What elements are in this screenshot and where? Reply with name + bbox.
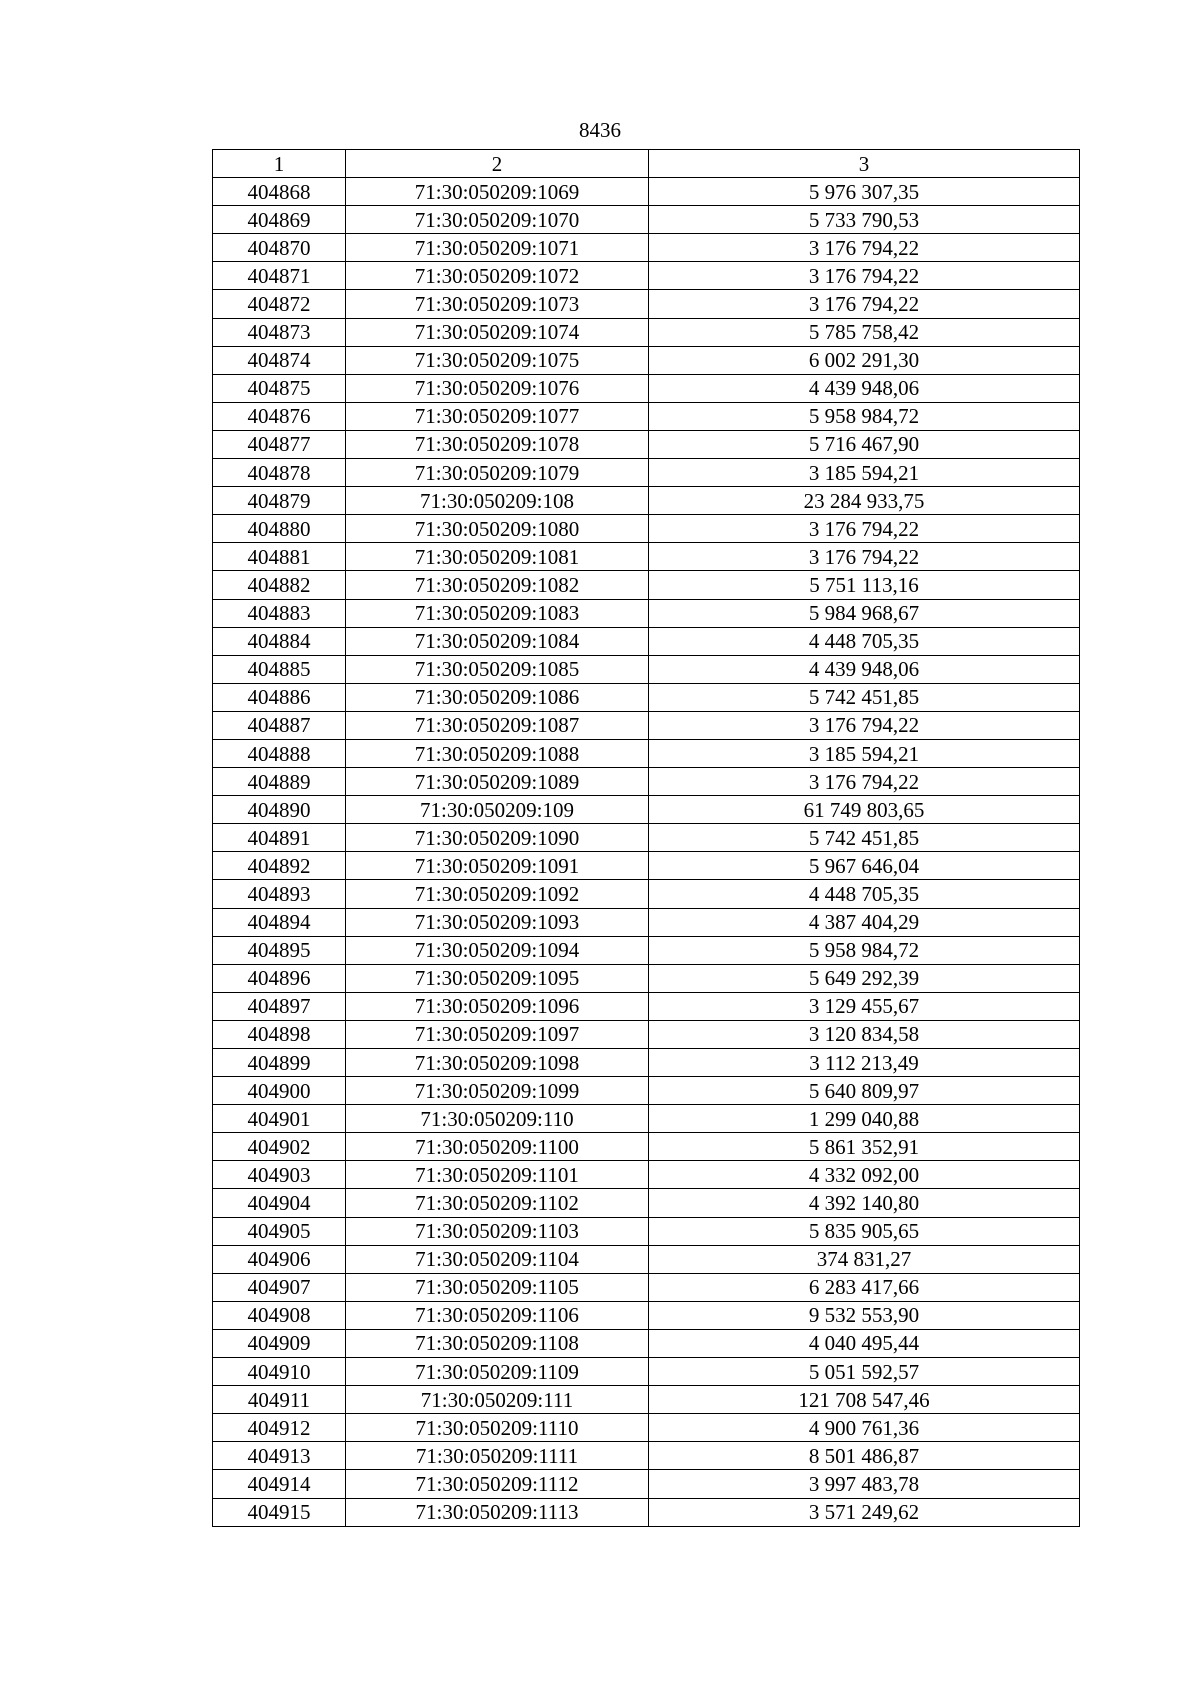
cadastral-number-cell: 71:30:050209:1100 [346,1133,649,1161]
cadastral-number-cell: 71:30:050209:1103 [346,1217,649,1245]
row-number-cell: 404899 [213,1049,346,1077]
table-row [213,290,1080,318]
cadastral-number-cell: 71:30:050209:1097 [346,1020,649,1048]
cadastral-number-cell: 71:30:050209:1083 [346,599,649,627]
row-number-cell: 404885 [213,655,346,683]
cadastral-number-cell: 71:30:050209:1084 [346,627,649,655]
cadastral-number-cell: 71:30:050209:1112 [346,1470,649,1498]
table-row [213,936,1080,964]
row-number-cell: 404891 [213,824,346,852]
row-number-cell: 404894 [213,908,346,936]
cadastral-number-cell: 71:30:050209:110 [346,1105,649,1133]
cadastral-number-cell: 71:30:050209:1069 [346,178,649,206]
row-number-cell: 404910 [213,1358,346,1386]
table-row [213,824,1080,852]
row-number-cell: 404883 [213,599,346,627]
value-cell: 6 002 291,30 [649,346,1080,374]
value-cell: 5 649 292,39 [649,964,1080,992]
cadastral-number-cell: 71:30:050209:1085 [346,655,649,683]
table-body [213,178,1080,1527]
table-row [213,599,1080,627]
table-row [213,1386,1080,1414]
cadastral-number-cell: 71:30:050209:1095 [346,964,649,992]
row-number-cell: 404914 [213,1470,346,1498]
table-row [213,1161,1080,1189]
table-row [213,1105,1080,1133]
row-number-cell: 404896 [213,964,346,992]
value-cell: 5 958 984,72 [649,936,1080,964]
value-cell: 5 716 467,90 [649,430,1080,458]
table-row [213,402,1080,430]
value-cell: 4 900 761,36 [649,1414,1080,1442]
value-cell: 5 861 352,91 [649,1133,1080,1161]
table-row [213,880,1080,908]
table-row [213,1189,1080,1217]
value-cell: 3 176 794,22 [649,290,1080,318]
table-row [213,655,1080,683]
cadastral-number-cell: 71:30:050209:1090 [346,824,649,852]
row-number-cell: 404912 [213,1414,346,1442]
column-header-2: 2 [346,150,649,178]
cadastral-number-cell: 71:30:050209:1079 [346,459,649,487]
cadastral-number-cell: 71:30:050209:1096 [346,992,649,1020]
cadastral-number-cell: 71:30:050209:1098 [346,1049,649,1077]
table-row [213,627,1080,655]
header-row [213,150,1080,178]
value-cell: 5 640 809,97 [649,1077,1080,1105]
cadastral-number-cell: 71:30:050209:1093 [346,908,649,936]
row-number-cell: 404911 [213,1386,346,1414]
cadastral-number-cell: 71:30:050209:1081 [346,543,649,571]
cadastral-number-cell: 71:30:050209:1102 [346,1189,649,1217]
table-row [213,459,1080,487]
value-cell: 3 997 483,78 [649,1470,1080,1498]
table-row [213,1273,1080,1301]
column-header-1: 1 [213,150,346,178]
cadastral-number-cell: 71:30:050209:1072 [346,262,649,290]
row-number-cell: 404879 [213,487,346,515]
cadastral-number-cell: 71:30:050209:1078 [346,430,649,458]
cadastral-number-cell: 71:30:050209:1108 [346,1329,649,1357]
cadastral-number-cell: 71:30:050209:1087 [346,711,649,739]
value-cell: 5 976 307,35 [649,178,1080,206]
table-row [213,1020,1080,1048]
value-cell: 5 967 646,04 [649,852,1080,880]
row-number-cell: 404907 [213,1273,346,1301]
row-number-cell: 404872 [213,290,346,318]
row-number-cell: 404881 [213,543,346,571]
table-row [213,543,1080,571]
value-cell: 5 984 968,67 [649,599,1080,627]
table-row [213,1498,1080,1526]
value-cell: 3 176 794,22 [649,262,1080,290]
table-row [213,430,1080,458]
row-number-cell: 404902 [213,1133,346,1161]
value-cell: 3 176 794,22 [649,768,1080,796]
value-cell: 5 785 758,42 [649,318,1080,346]
row-number-cell: 404882 [213,571,346,599]
row-number-cell: 404904 [213,1189,346,1217]
row-number-cell: 404869 [213,206,346,234]
row-number-cell: 404873 [213,318,346,346]
table-row [213,1217,1080,1245]
value-cell: 3 185 594,21 [649,459,1080,487]
row-number-cell: 404895 [213,936,346,964]
table-row [213,515,1080,543]
cadastral-number-cell: 71:30:050209:108 [346,487,649,515]
row-number-cell: 404915 [213,1498,346,1526]
value-cell: 3 120 834,58 [649,1020,1080,1048]
value-cell: 3 176 794,22 [649,711,1080,739]
table-row [213,1329,1080,1357]
cadastral-number-cell: 71:30:050209:1104 [346,1245,649,1273]
row-number-cell: 404876 [213,402,346,430]
value-cell: 4 387 404,29 [649,908,1080,936]
cadastral-number-cell: 71:30:050209:1111 [346,1442,649,1470]
row-number-cell: 404875 [213,374,346,402]
cadastral-number-cell: 71:30:050209:1092 [346,880,649,908]
table-row [213,1301,1080,1329]
value-cell: 6 283 417,66 [649,1273,1080,1301]
cadastral-number-cell: 71:30:050209:1094 [346,936,649,964]
cadastral-number-cell: 71:30:050209:1075 [346,346,649,374]
table-row [213,1358,1080,1386]
value-cell: 374 831,27 [649,1245,1080,1273]
table-row [213,992,1080,1020]
table-row [213,318,1080,346]
row-number-cell: 404890 [213,796,346,824]
cadastral-number-cell: 71:30:050209:1070 [346,206,649,234]
table-row [213,206,1080,234]
table-row [213,739,1080,767]
cadastral-number-cell: 71:30:050209:1074 [346,318,649,346]
cadastral-number-cell: 71:30:050209:1113 [346,1498,649,1526]
row-number-cell: 404903 [213,1161,346,1189]
value-cell: 9 532 553,90 [649,1301,1080,1329]
value-cell: 61 749 803,65 [649,796,1080,824]
cadastral-number-cell: 71:30:050209:109 [346,796,649,824]
value-cell: 5 835 905,65 [649,1217,1080,1245]
value-cell: 23 284 933,75 [649,487,1080,515]
cadastral-number-cell: 71:30:050209:111 [346,1386,649,1414]
table-row [213,1049,1080,1077]
row-number-cell: 404889 [213,768,346,796]
page-number: 8436 [579,118,621,142]
cadastral-number-cell: 71:30:050209:1110 [346,1414,649,1442]
cadastral-number-cell: 71:30:050209:1073 [346,290,649,318]
cadastral-number-cell: 71:30:050209:1088 [346,739,649,767]
row-number-cell: 404893 [213,880,346,908]
value-cell: 8 501 486,87 [649,1442,1080,1470]
value-cell: 4 448 705,35 [649,880,1080,908]
cadastral-number-cell: 71:30:050209:1109 [346,1358,649,1386]
table-row [213,964,1080,992]
table-row [213,178,1080,206]
cadastral-number-cell: 71:30:050209:1071 [346,234,649,262]
value-cell: 5 742 451,85 [649,824,1080,852]
table-row [213,346,1080,374]
row-number-cell: 404884 [213,627,346,655]
table-row [213,1077,1080,1105]
cadastral-number-cell: 71:30:050209:1082 [346,571,649,599]
row-number-cell: 404877 [213,430,346,458]
row-number-cell: 404870 [213,234,346,262]
table-row [213,1133,1080,1161]
table-row [213,374,1080,402]
value-cell: 5 958 984,72 [649,402,1080,430]
row-number-cell: 404888 [213,739,346,767]
row-number-cell: 404913 [213,1442,346,1470]
value-cell: 121 708 547,46 [649,1386,1080,1414]
table-row [213,262,1080,290]
table-row [213,796,1080,824]
table-row [213,683,1080,711]
cadastral-number-cell: 71:30:050209:1101 [346,1161,649,1189]
row-number-cell: 404906 [213,1245,346,1273]
cadastral-number-cell: 71:30:050209:1091 [346,852,649,880]
value-cell: 4 439 948,06 [649,655,1080,683]
value-cell: 3 112 213,49 [649,1049,1080,1077]
value-cell: 3 571 249,62 [649,1498,1080,1526]
row-number-cell: 404871 [213,262,346,290]
row-number-cell: 404874 [213,346,346,374]
row-number-cell: 404897 [213,992,346,1020]
table-row [213,908,1080,936]
registry-table [212,149,1080,1527]
value-cell: 3 176 794,22 [649,543,1080,571]
value-cell: 3 129 455,67 [649,992,1080,1020]
value-cell: 4 392 140,80 [649,1189,1080,1217]
table-row [213,1414,1080,1442]
table-row [213,571,1080,599]
table-row [213,1442,1080,1470]
row-number-cell: 404901 [213,1105,346,1133]
value-cell: 1 299 040,88 [649,1105,1080,1133]
table-row [213,852,1080,880]
row-number-cell: 404878 [213,459,346,487]
row-number-cell: 404909 [213,1329,346,1357]
table-row [213,1470,1080,1498]
cadastral-number-cell: 71:30:050209:1076 [346,374,649,402]
table-row [213,768,1080,796]
cadastral-number-cell: 71:30:050209:1086 [346,683,649,711]
row-number-cell: 404887 [213,711,346,739]
row-number-cell: 404905 [213,1217,346,1245]
value-cell: 3 176 794,22 [649,515,1080,543]
value-cell: 4 332 092,00 [649,1161,1080,1189]
value-cell: 4 040 495,44 [649,1329,1080,1357]
cadastral-number-cell: 71:30:050209:1106 [346,1301,649,1329]
cadastral-number-cell: 71:30:050209:1099 [346,1077,649,1105]
table-row [213,487,1080,515]
value-cell: 3 185 594,21 [649,739,1080,767]
column-header-3: 3 [649,150,1080,178]
value-cell: 5 751 113,16 [649,571,1080,599]
row-number-cell: 404886 [213,683,346,711]
table-row [213,234,1080,262]
row-number-cell: 404908 [213,1301,346,1329]
cadastral-number-cell: 71:30:050209:1077 [346,402,649,430]
value-cell: 5 733 790,53 [649,206,1080,234]
cadastral-number-cell: 71:30:050209:1089 [346,768,649,796]
row-number-cell: 404898 [213,1020,346,1048]
row-number-cell: 404868 [213,178,346,206]
value-cell: 4 439 948,06 [649,374,1080,402]
row-number-cell: 404892 [213,852,346,880]
value-cell: 4 448 705,35 [649,627,1080,655]
table-row [213,1245,1080,1273]
table-row [213,711,1080,739]
value-cell: 5 742 451,85 [649,683,1080,711]
value-cell: 5 051 592,57 [649,1358,1080,1386]
cadastral-number-cell: 71:30:050209:1105 [346,1273,649,1301]
cadastral-number-cell: 71:30:050209:1080 [346,515,649,543]
row-number-cell: 404900 [213,1077,346,1105]
value-cell: 3 176 794,22 [649,234,1080,262]
row-number-cell: 404880 [213,515,346,543]
